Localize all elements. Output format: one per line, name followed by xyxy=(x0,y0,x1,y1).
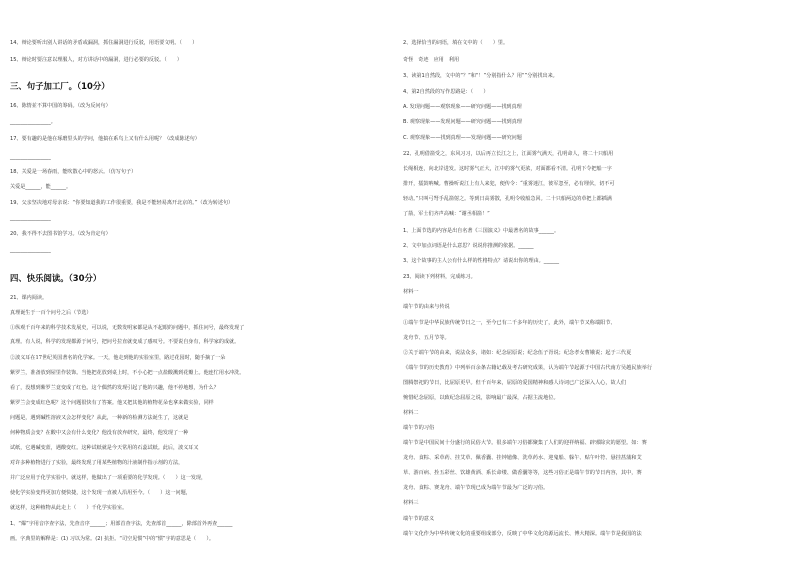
question-18: 18、关爱是一场春雨，能吹散心中的怒云。（仿写句子） xyxy=(10,169,137,175)
material-1-line: 龙舟节、五月节等。 xyxy=(403,335,450,341)
question-18-line: 关爱是______，能______。 xyxy=(10,184,72,190)
material-1-line: ①端午节是中华民族传统节日之一，至今已有二千多年的历史了，此外，端午节又称端阳节、 xyxy=(403,320,616,326)
question-4-option-a: A. 发现问题——观察现象——研究问题——找到真理 xyxy=(403,104,522,110)
passage-line: 试纸，它遇碱变蓝，遇酸变红。这种试纸就是今天常用的石蕊试纸。此后，波义耳又 xyxy=(10,445,199,451)
passage-line: 使化学实验变得更加方便快捷，这个发现一直被人沿用至今。（ ）这一问题， xyxy=(10,490,191,496)
passage-line: 对许多种植物进行了实验，最终发现了用某些植物的汁液制作指示剂的方法， xyxy=(10,460,184,466)
material-1-line: 惋惜纪念屈原，以致纪念屈原之说，影响最广最深，占据主流地位。 xyxy=(403,395,559,401)
question-23: 23、阅读下列材料，完成练习。 xyxy=(403,274,476,280)
material-1-line: 《端午节的历史教育》中列举百余条古籍记载及考古研究成果，认为端午节起源于中国古代南方吴越民族举行 xyxy=(403,365,653,371)
passage2-line: 22、孔明借箭受之，东风习习，以后再立长江之上，江面雾气满天，孔明命人，将二十只船用 xyxy=(403,151,614,157)
passage-line: 并广泛应用于化学实验中。就这样，他做出了一项重要的化学发现。（ ）这一发现， xyxy=(10,475,207,481)
section-4-title: 四、快乐阅读。（30分） xyxy=(10,273,102,283)
passage2-line: 排开，擂鼓呐喊。曹操听说江上有人来犯，便传令：“重雾迷江，彼军忽至，必有埋伏，切不可 xyxy=(403,181,615,187)
material-2-title: 端午节的习俗 xyxy=(403,425,435,431)
question-19: 19、父亲坚决地对母亲说：“你要知道我的工作很重要，我是不能轻易离开北京的。”（改为转述句） xyxy=(10,200,234,206)
question-19-blank: ________________ xyxy=(10,215,51,221)
question-21-1b: 画。字典里的解释是：(1) 习以为常。(2) 抗拒。“司空见惯”中的“惯”字的意思是（ ）。 xyxy=(10,536,214,542)
material-1-title: 端午节的由来与传说 xyxy=(403,304,450,310)
question-17-blank: ________________ xyxy=(10,154,51,160)
question-21: 21、课内阅读。 xyxy=(10,295,48,301)
passage2-line: 轻动。”只叫弓弩手乱箭射之。等到日高雾散，孔明令收船急回。二十只船两边的草把上都插满 xyxy=(403,196,612,202)
passage-line: 真理。有人说，科学的发现都源于问号，把问号拉直就变成了感叹号。不要说自身有，科学家的成就。 xyxy=(10,339,240,345)
material-3-line: 端午文化作为中华传统文化的重要组成部分，反映了中华文化的源远流长、博大精深。端午节是我国的法 xyxy=(403,531,642,537)
question-22-2: 2、文中加点词语是什么意思？说说你推测的依据。______ xyxy=(403,243,534,249)
question-14: 14、辩论要听出别人讲话的矛盾或漏洞，抓住漏洞进行反驳，用语要文明。（ ） xyxy=(10,40,198,46)
question-22-1: 1、上面节选的内容是出自名著《三国演义》中最著名的故事______。 xyxy=(403,228,560,234)
passage-tail: 就这样，这种植物从此走上（ ）千化学实验室。 xyxy=(10,505,128,511)
question-4-option-b: B. 观察现象——发现问题——研究问题——找到真理 xyxy=(403,119,522,125)
question-21-1: 1、“爆”字用音序查字法，先查音序______；用部首查字法，先查部首______，除部首外再查______ xyxy=(10,521,233,527)
passage-line: ①纵观千百年来的科学技术发展史，可以说，无数发明家都是从不起眼的问题中，抓住问号，最终发现了 xyxy=(10,325,245,331)
material-2-line: 龙舟、食粽、赛龙舟、端午节现已成为端午节最为广泛的习俗。 xyxy=(403,485,549,491)
material-1-line: 图腾祭祀的节日，比屈原更早。但千百年来，屈原的爱国精神和感人诗词已广泛深入人心，故人们 xyxy=(403,380,627,386)
question-20-blank: ________________ xyxy=(10,247,51,253)
section-3-title: 三、句子加工厂。（10分） xyxy=(10,81,110,91)
question-15: 15、辩论时要注意以理服人，对方讲话中的漏洞，进行必要的反驳。（ ） xyxy=(10,57,183,63)
material-2-line: 端午节是中国民间十分盛行的民俗大节。很多端午习俗都聚集了人们的迎祥纳福、辟邪除灾的愿望。如：赛 xyxy=(403,440,647,446)
passage-line: 问题是，遇到碱性溶液又会怎样变化？从此，一种新的检测方法诞生了，这就是 xyxy=(10,415,189,421)
question-2: 2、选择恰当的词语，填在文中的（ ）里。 xyxy=(403,40,509,46)
material-3-title: 端午节的意义 xyxy=(403,516,435,522)
material-1-label: 材料一 xyxy=(403,289,419,295)
material-1-line: ②关于端午节的由来，说法众多，诸如：纪念屈原说；纪念伍子胥说；纪念孝女曹娥说；起于三代夏 xyxy=(403,350,632,356)
question-3: 3、读第1自然段，文中的“？”和“！”分别指什么？用“”分别找出来。 xyxy=(403,73,558,79)
material-2-line: 草、游百病、拴五彩丝、饮雄黄酒、系长命缕、做香囊等等，这些习俗正是端午节的节日内容，其中，赛 xyxy=(403,470,642,476)
passage-line: 何种物质会变？在酸中又会有什么变化？他没有放弃研究，最终，他发现了一种 xyxy=(10,430,189,436)
question-16-blank: ________________。 xyxy=(10,119,56,125)
question-17: 17、要有趣的是他在琢磨里头的学问，他搞在系鸟上又有什么用呢？（改成陈述句） xyxy=(10,136,200,142)
passage-line: ②波义耳在17世纪英国著名的化学家。一天，他走到他的实验室里，路过花园时，随手摘了一朵 xyxy=(10,355,226,361)
material-3-label: 材料三 xyxy=(403,500,419,506)
question-22-3: 3、这个故事的主人公有什么样的性格特点？请说出你的理由。______ xyxy=(403,258,560,264)
passage-line: 紫罗兰会变成红色呢？这个问题很快有了答案。他又把其他的植物花朵也拿来做实验，同样 xyxy=(10,400,214,406)
passage-title: 真理诞生于一百个问号之后（节选） xyxy=(10,310,92,316)
question-20: 20、我不得不去图书馆学习。（改为肯定句） xyxy=(10,231,111,237)
material-2-label: 材料二 xyxy=(403,410,419,416)
passage2-line: 长绳相连，向北岸进发。这时雾气正大，江中的雾气更浓，对面都看不清。孔明下令把船一字 xyxy=(403,166,612,172)
material-2-line: 龙舟、食粽、采草药、挂艾草、佩香囊、挂钟馗像、洗草药水、迎鬼船、躲午、贴午叶符、悬挂菖蒲和艾 xyxy=(403,455,642,461)
question-2-options: 奇怪 奇迹 应用 利用 xyxy=(403,57,460,63)
passage-line: 看了，没想到紫罗兰竟变成了红色。这个偶然的发现引起了他的兴趣，他不停地想，为什么？ xyxy=(10,385,219,391)
passage-line: 紫罗兰，准备放到屋里作装饰。当他把花放到桌上时，不小心把一点盐酸溅到花瓣上。他连忙用水冲洗。 xyxy=(10,370,245,376)
question-4-option-c: C. 观察现象——找到真理——发现问题——研究问题 xyxy=(403,135,522,141)
question-4: 4、第2自然段的写作思路是：（ ） xyxy=(403,89,489,95)
passage2-line: 了箭，军士们齐声高喊：“谢丞相箭！” xyxy=(403,211,490,217)
question-16: 16、陈情並不算中国的筹码。（改为反问句） xyxy=(10,103,111,109)
right-column xyxy=(397,0,794,562)
